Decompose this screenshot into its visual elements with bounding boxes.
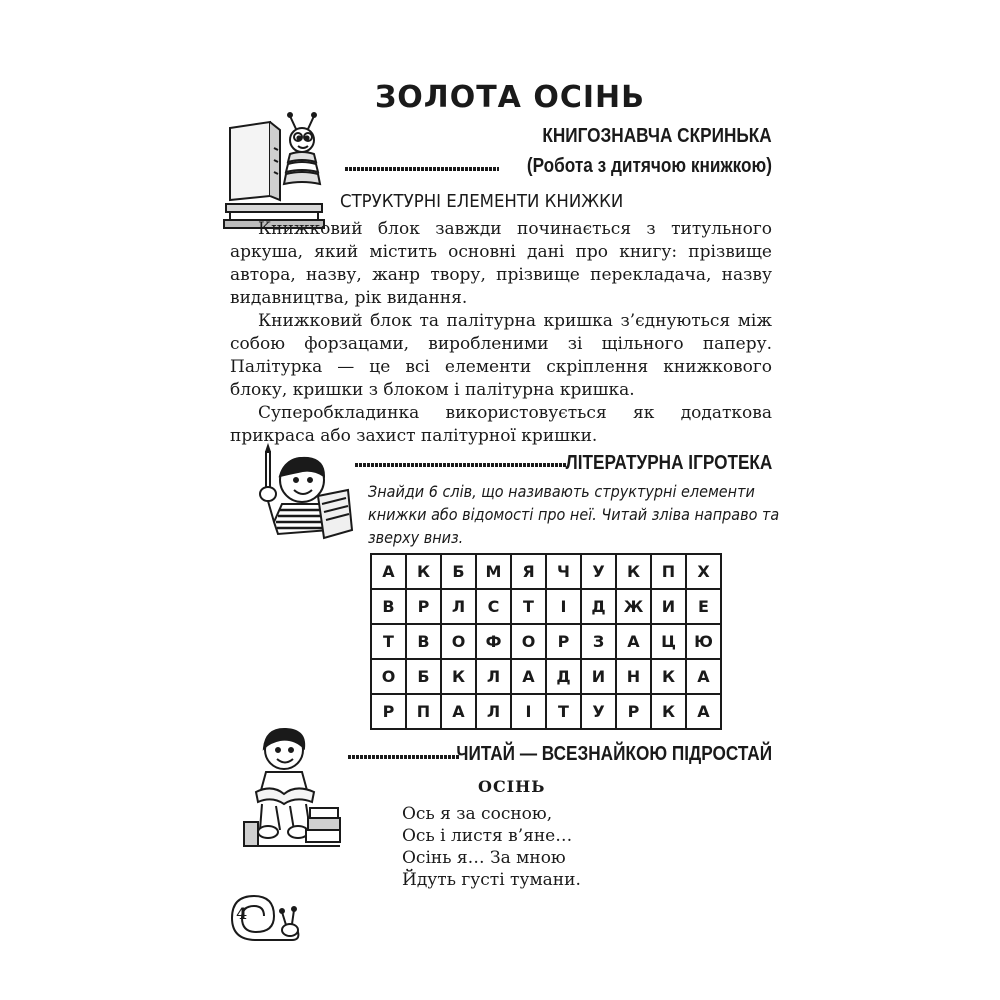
grid-cell: Ж xyxy=(616,589,651,624)
grid-cell: Р xyxy=(406,589,441,624)
poem-line: Ось і листя в’яне… xyxy=(402,826,573,846)
grid-cell: П xyxy=(406,694,441,729)
page-number: 4 xyxy=(236,904,248,923)
grid-cell: Р xyxy=(546,624,581,659)
paragraph: Книжковий блок завжди починається з титульного аркуша, який містить основні дані про книгу: прізвище автора, назву, жанр твору, прізвище перекладача, назву видавництва, рік видання. xyxy=(230,219,772,308)
section-subheading: (Робота з дитячою книжкою) xyxy=(526,155,772,177)
poem-line: Осінь я… За мною xyxy=(402,848,566,868)
grid-cell: А xyxy=(371,554,406,589)
grid-cell: Л xyxy=(476,659,511,694)
grid-cell: З xyxy=(581,624,616,659)
grid-cell: В xyxy=(371,589,406,624)
task-instructions: Знайди 6 слів, що називають структурні елементи книжки або відомості про неї. Читай зліва направо та зверху вниз. xyxy=(368,482,780,547)
grid-cell: Т xyxy=(511,589,546,624)
poem-title: ОСІНЬ xyxy=(478,777,546,796)
grid-cell: И xyxy=(651,589,686,624)
grid-cell: Б xyxy=(406,659,441,694)
grid-cell: І xyxy=(511,694,546,729)
grid-cell: Ю xyxy=(686,624,721,659)
grid-row xyxy=(371,659,721,694)
boy-with-pencil-illustration xyxy=(252,450,357,545)
grid-cell: А xyxy=(441,694,476,729)
page-title: ЗОЛОТА ОСІНЬ xyxy=(374,80,646,115)
grid-cell: Р xyxy=(616,694,651,729)
grid-cell: Д xyxy=(546,659,581,694)
grid-cell: Н xyxy=(616,659,651,694)
section-divider xyxy=(355,463,567,467)
section-heading-literary-games: ЛІТЕРАТУРНА ІГРОТЕКА xyxy=(565,452,772,474)
grid-cell: І xyxy=(546,589,581,624)
grid-cell: О xyxy=(511,624,546,659)
grid-cell: Т xyxy=(371,624,406,659)
grid-cell: Д xyxy=(581,589,616,624)
topic-heading: СТРУКТУРНІ ЕЛЕМЕНТИ КНИЖКИ xyxy=(340,191,624,212)
grid-cell: Х xyxy=(686,554,721,589)
grid-cell: У xyxy=(581,554,616,589)
section-divider xyxy=(345,167,499,171)
grid-cell: В xyxy=(406,624,441,659)
grid-row xyxy=(371,624,721,659)
poem xyxy=(402,803,581,891)
grid-cell: Ц xyxy=(651,624,686,659)
word-search-grid xyxy=(370,553,722,730)
section-heading-book-box: КНИГОЗНАВЧА СКРИНЬКА xyxy=(542,125,772,147)
grid-cell: К xyxy=(616,554,651,589)
grid-cell: Р xyxy=(371,694,406,729)
grid-cell: А xyxy=(511,659,546,694)
grid-cell: Е xyxy=(686,589,721,624)
grid-cell: И xyxy=(581,659,616,694)
grid-cell: Ф xyxy=(476,624,511,659)
grid-cell: К xyxy=(651,694,686,729)
grid-cell: К xyxy=(406,554,441,589)
grid-cell: П xyxy=(651,554,686,589)
grid-row xyxy=(371,554,721,589)
poem-line: Ось я за сосною, xyxy=(402,804,553,824)
grid-row xyxy=(371,694,721,729)
grid-cell: К xyxy=(441,659,476,694)
grid-cell: Л xyxy=(441,589,476,624)
paragraph: Суперобкладинка використовується як додаткова прикраса або захист палітурної кришки. xyxy=(230,403,772,446)
grid-cell: К xyxy=(651,659,686,694)
boy-reading-illustration xyxy=(240,726,345,851)
poem-line: Йдуть густі тумани. xyxy=(402,870,581,890)
grid-cell: У xyxy=(581,694,616,729)
grid-cell: О xyxy=(371,659,406,694)
grid-cell: М xyxy=(476,554,511,589)
grid-cell: Л xyxy=(476,694,511,729)
grid-cell: Т xyxy=(546,694,581,729)
grid-cell: О xyxy=(441,624,476,659)
grid-cell: А xyxy=(686,694,721,729)
grid-row xyxy=(371,589,721,624)
grid-cell: А xyxy=(616,624,651,659)
grid-cell: Ч xyxy=(546,554,581,589)
section-heading-read: ЧИТАЙ — ВСЕЗНАЙКОЮ ПІДРОСТАЙ xyxy=(456,743,772,765)
article-body xyxy=(230,218,772,448)
paragraph: Книжковий блок та палітурна кришка з’єднуються між собою форзацами, виробленими зі щільного паперу. Палітурка — це всі елементи скріплення книжкового блоку, кришки з блоком і палітурна кришка. xyxy=(230,311,772,400)
grid-cell: Я xyxy=(511,554,546,589)
bookworm-illustration xyxy=(222,108,332,233)
grid-cell: А xyxy=(686,659,721,694)
grid-cell: С xyxy=(476,589,511,624)
section-divider xyxy=(348,755,460,759)
grid-cell: Б xyxy=(441,554,476,589)
